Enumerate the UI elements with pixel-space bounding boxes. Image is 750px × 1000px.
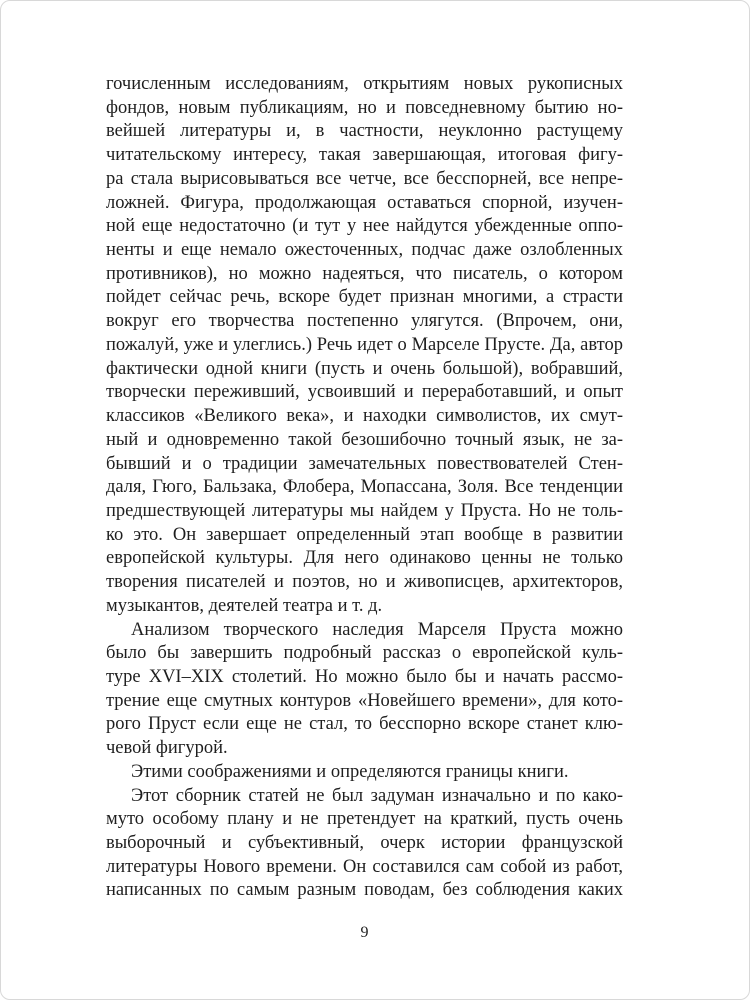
text-line: читательскому интересу, такая завершающая, итоговая фигу- (106, 145, 623, 166)
text-line: гочисленным исследованиям, открытиям новых рукописных (106, 74, 623, 94)
text-line: фактически одной книги (пусть и очень большой), вобравший, (106, 358, 623, 379)
text-line: было бы завершить подробный рассказ о европейской куль- (106, 643, 623, 664)
text-line: даля, Гюго, Бальзака, Флобера, Мопассана, Золя. Все тенденции (106, 477, 623, 498)
text-line: творения писателей и поэтов, но и живописцев, архитекторов, (106, 572, 623, 593)
text-line: выборочный и субъективный, очерк истории французской (106, 833, 623, 853)
text-line: ный и одновременно такой безошибочно точный язык, не за- (106, 429, 623, 450)
text-line: муто особому плану и не претендует на краткий, пусть очень (106, 809, 623, 830)
text-line: Этот сборник статей не был задуман изначально и по како- (131, 785, 623, 806)
text-line: музыкантов, деятелей театра и т. д. (106, 595, 383, 616)
text-line: пожалуй, уже и улеглись.) Речь идет о Марселе Прусте. Да, автор (106, 334, 623, 355)
text-line: фондов, новым публикациям, но и повседневному бытию но- (106, 97, 623, 118)
text-line: ной еще недостаточно (и тут у нее найдутся убежденные оппо- (106, 216, 623, 237)
text-line: ко это. Он завершает определенный этап вообще в развитии (106, 524, 623, 545)
page-text (106, 73, 623, 903)
text-line: вокруг его творчества постепенно улягутся. (Впрочем, они, (106, 311, 623, 332)
text-line: литературы Нового времени. Он составился сам собой из работ, (106, 856, 623, 877)
text-line: вейшей литературы и, в частности, неуклонно растущему (106, 121, 623, 142)
text-line: ненты и еще немало ожесточенных, подчас даже озлобленных (106, 240, 623, 261)
text-line: классиков «Великого века», и находки символистов, их смут- (106, 406, 623, 427)
text-line: туре XVI–XIX столетий. Но можно было бы и начать рассмо- (106, 666, 623, 687)
text-line: рого Пруст если еще не стал, то бесспорно вскоре станет клю- (106, 714, 623, 735)
text-line: противников), но можно надеяться, что писатель, о котором (106, 263, 623, 284)
text-line: ложней. Фигура, продолжающая оставаться спорной, изучен- (106, 192, 623, 213)
text-line: пойдет сейчас речь, вскоре будет признан многими, а страсти (106, 287, 623, 308)
text-line: Анализом творческого наследия Марселя Пруста можно (131, 619, 623, 640)
text-line: предшествующей литературы мы найдем у Пруста. Но не толь- (106, 500, 623, 521)
text-line: ра стала вырисовываться все четче, все бесспорней, все непре- (106, 168, 623, 189)
text-line: чевой фигурой. (106, 738, 228, 759)
text-line: бывший и о традиции замечательных повествователей Стен- (106, 453, 623, 474)
text-line: Этими соображениями и определяются границы книги. (131, 761, 569, 782)
text-line: написанных по самым разным поводам, без соблюдения каких (106, 880, 623, 901)
text-line: европейской культуры. Для него одинаково ценны не только (106, 548, 623, 569)
text-line: творчески переживший, усвоивший и переработавший, и опыт (106, 382, 623, 403)
page-number: 9 (360, 924, 369, 941)
text-line: трение еще смутных контуров «Новейшего времени», для кото- (106, 690, 623, 711)
